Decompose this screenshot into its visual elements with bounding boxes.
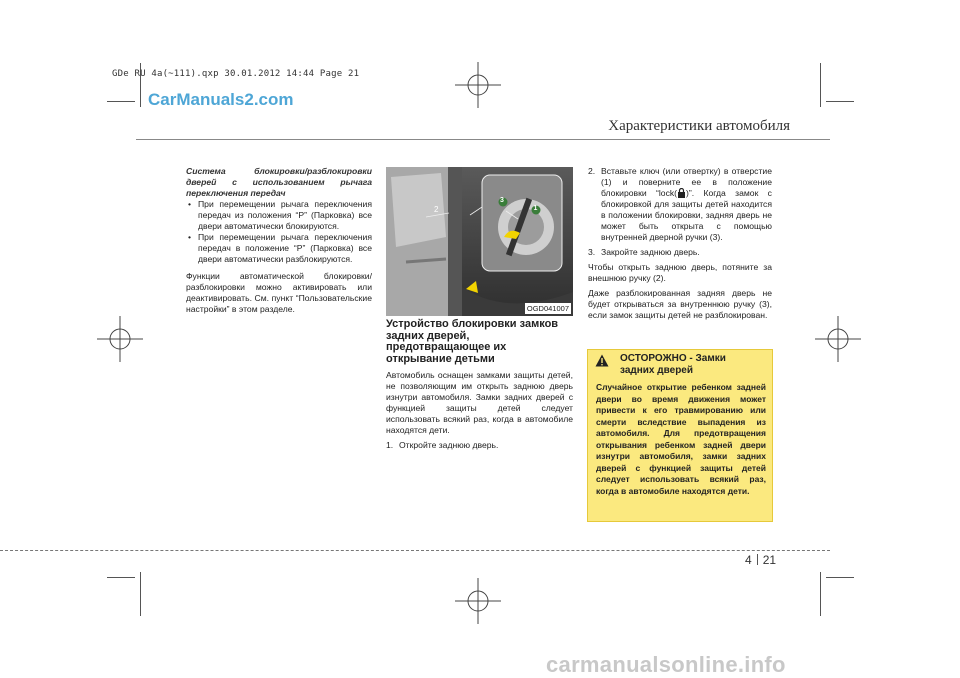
figure-code: OGD041007 (526, 304, 569, 313)
header-rule (136, 139, 830, 140)
registration-target-top (455, 62, 501, 108)
column-right (588, 166, 772, 321)
print-header: GDe RU 4a(~111).qxp 30.01.2012 14:44 Page 21 (112, 69, 360, 79)
subheading-shift-lock: Система блокировки/разблокировки дверей с использованием рычага переключения передач (186, 166, 372, 198)
paragraph-open-rear-door: Чтобы открыть заднюю дверь, потяните за внешнюю ручку (2). (588, 262, 772, 283)
step-3: 3. Закройте заднюю дверь. (588, 247, 700, 257)
list-item: • При перемещении рычага переключения передач из положения “P” (Парковка) все двери автоматически блокируются. (186, 199, 372, 232)
registration-target-bottom (455, 578, 501, 624)
step-1: 1. Откройте заднюю дверь. (386, 440, 499, 450)
warning-triangle-icon (595, 354, 609, 367)
lock-icon (677, 188, 686, 198)
list-item: • При перемещении рычага переключения передач в положение “P” (Парковка) все двери автоматически разблокируются. (186, 232, 372, 265)
chapter-title: Характеристики автомобиля (608, 118, 790, 134)
footer-rule (0, 550, 830, 551)
paragraph-auto-lock-settings: Функции автоматической блокировки/разблокировки можно активировать или деактивировать. См. пункт “Пользовательские настройки” в этом разделе. (186, 271, 372, 314)
column-middle (386, 319, 573, 451)
column-left (186, 166, 372, 315)
figure-callout-3-label: 3 (500, 197, 504, 204)
registration-target-left (97, 316, 143, 362)
page-number: 4 21 (745, 553, 777, 567)
warning-title: ОСТОРОЖНО - Замки задних дверей (602, 353, 767, 377)
section-heading-child-lock: Устройство блокировки замков задних дверей, предотвращающее их открывание детьми (386, 318, 559, 365)
watermark-link-bottom[interactable]: carmanualsonline.info (546, 652, 786, 677)
figure-callout-1-label: 1 (533, 205, 538, 212)
paragraph-unlocked-note: Даже разблокированная задняя дверь не будет открываться за внутреннюю ручку (3), если замок защиты детей не разблокирован. (588, 288, 772, 320)
car-door-illustration (386, 167, 573, 316)
registration-target-right (815, 316, 861, 362)
paragraph-child-lock-intro: Автомобиль оснащен замками защиты детей, не позволяющим им открыть заднюю дверь изнутри автомобиля. Замки задних дверей с функцией защиты детей следует использовать всякий раз, когда в автомобиле находятся дети. (386, 370, 573, 435)
child-lock-figure (386, 167, 573, 316)
step-2: 2. Вставьте ключ (или отвертку) в отверстие (1) и поверните ее в положение блокировки “lock( )”. Когда замок с блокировкой для защиты детей находится в положении блокировки, задняя дверь не может быть открыта с помощью внутренней дверной ручки (3). (588, 166, 772, 242)
figure-callout-2: 2 (434, 205, 439, 214)
warning-body: Случайное открытие ребенком задней двери во время движения может привести к его травмированию или смерти вследствие выпадения из автомобиля. Для предотвращения открывания ребенком задней двери изнутри автомобиля, замки задних дверей с функцией защиты детей следует использовать всякий раз, когда в автомобиле находятся дети. (596, 382, 766, 496)
watermark-link-top[interactable]: CarManuals2.com (148, 90, 294, 109)
warning-box (587, 349, 773, 522)
